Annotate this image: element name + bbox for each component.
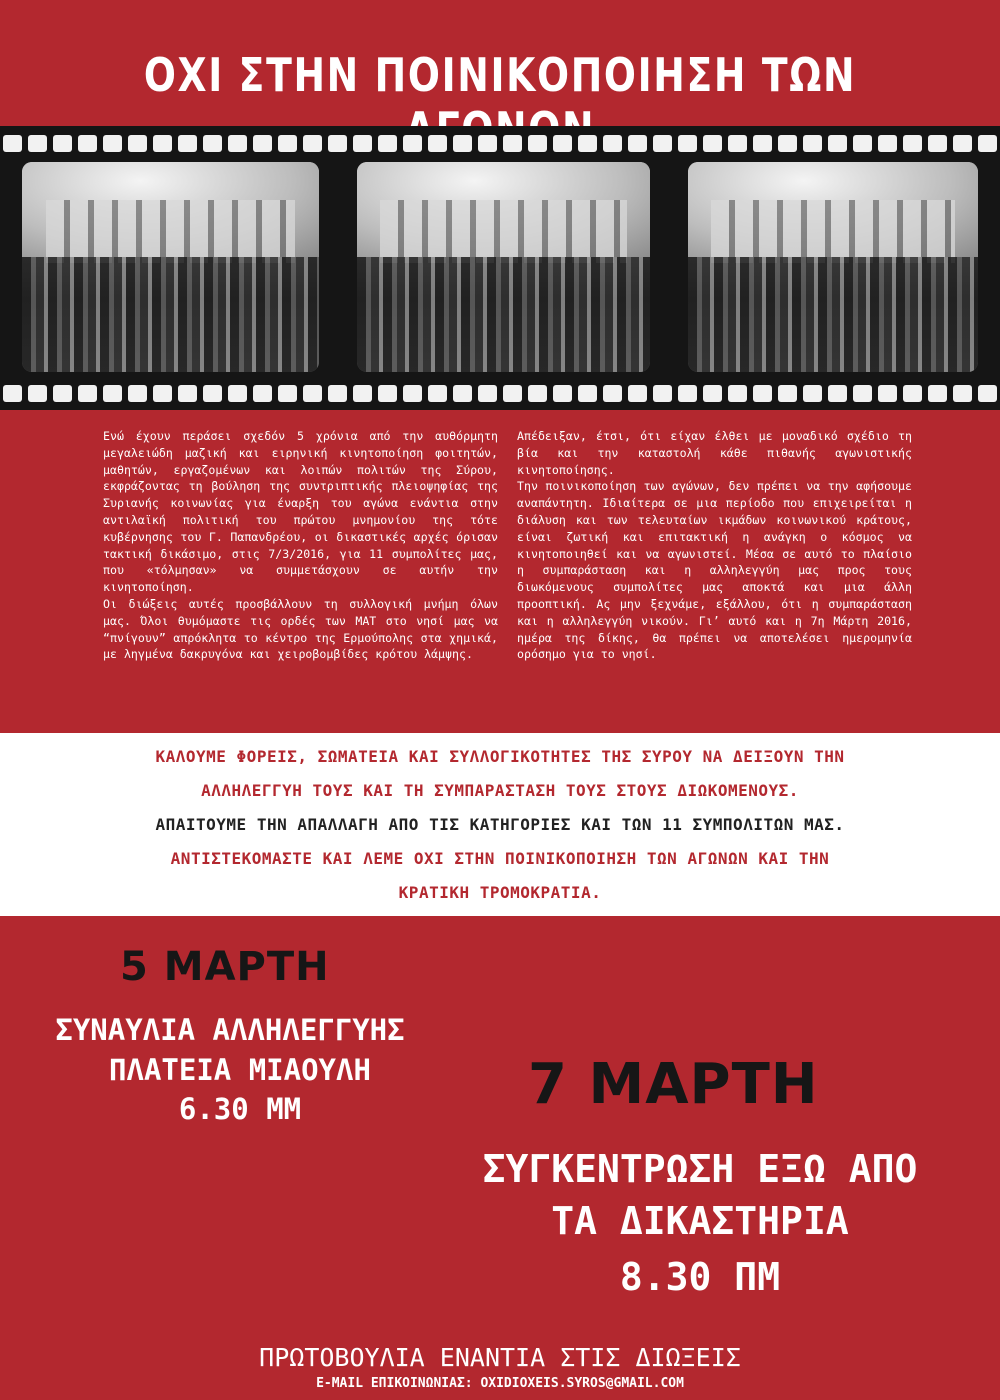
article-paragraph: Οι διώξεις αυτές προσβάλλουν τη συλλογική μνήμη όλων μας. Όλοι θυμόμαστε τις ορδές των ΜΑΤ στο νησί μας να “πνίγουν” απρόκλητα το κέντρο της Ερμούπολης στα χημικά, με ληγμένα δακρυγόνα και χειροβομβίδες κρότου λάμψης.	[103, 596, 498, 662]
sprocket-hole	[178, 135, 197, 152]
sprocket-hole	[603, 135, 622, 152]
sprocket-hole	[728, 385, 747, 402]
sprocket-hole	[928, 135, 947, 152]
filmstrip	[0, 126, 1000, 410]
sprocket-hole	[703, 385, 722, 402]
sprocket-hole	[303, 135, 322, 152]
sprocket-hole	[803, 135, 822, 152]
sprocket-hole	[828, 135, 847, 152]
article-paragraph: Απέδειξαν, έτσι, ότι είχαν έλθει με μοναδικό σχέδιο τη βία και την καταστολή κάθε πιθανής αγωνιστικής κινητοποίησης.	[517, 429, 912, 477]
sprocket-hole	[903, 135, 922, 152]
event1-title: ΣΥΝΑΥΛΙΑ ΑΛΛΗΛΕΓΓΥΗΣ	[55, 1013, 405, 1047]
sprocket-hole	[78, 385, 97, 402]
sprocket-hole	[303, 385, 322, 402]
article-column-right	[517, 428, 912, 663]
email-address[interactable]: OXIDIOXEIS.SYROS@GMAIL.COM	[480, 1376, 684, 1391]
event2-title: ΣΥΓΚΕΝΤΡΩΣΗ ΕΞΩ ΑΠΟ	[482, 1147, 918, 1191]
sprocket-hole	[778, 385, 797, 402]
filmstrip-sprockets-top	[0, 132, 1000, 154]
contact-line	[0, 1376, 1000, 1391]
article-column-left	[103, 428, 498, 663]
sprocket-hole	[578, 385, 597, 402]
callout-demand: ΑΠΑΙΤΟΥΜΕ ΤΗΝ ΑΠΑΛΛΑΓΗ ΑΠΟ ΤΙΣ ΚΑΤΗΓΟΡΙΕΣ ΚΑΙ ΤΩΝ 11 ΣΥΜΠΟΛΙΤΩΝ ΜΑΣ.	[155, 815, 845, 834]
sprocket-hole	[28, 385, 47, 402]
sprocket-hole	[753, 135, 772, 152]
sprocket-hole	[603, 385, 622, 402]
article-paragraph: Την ποινικοποίηση των αγώνων, δεν πρέπει να την αφήσουμε αναπάντητη. Ιδιαίτερα σε μια περίοδο που επιχειρείται η διάλυση και των τελευταίων ικμάδων κοινωνικού κράτους, είναι ζωτική και επιτακτική η ανάγκη ο κόσμος να κινητοποιηθεί και να αγωνιστεί. Μέσα σε αυτό το πλαίσιο η συμπαράσταση και η αλληλεγγύη μας προς τους διωκόμενους συμπολίτες μας αποκτά και μια άλλη προοπτική. Ας μην ξεχνάμε, εξάλλου, ότι η συμπαράσταση και η αλληλεγγύη νικούν. Γι’ αυτό και η 7η Μάρτη 2016, ημέρα της δίκης, θα πρέπει να αποτελέσει ημερομηνία ορόσημο για το νησί.	[517, 479, 912, 662]
sprocket-hole	[778, 135, 797, 152]
sprocket-hole	[428, 385, 447, 402]
sprocket-hole	[653, 135, 672, 152]
sprocket-hole	[378, 135, 397, 152]
sprocket-hole	[903, 385, 922, 402]
sprocket-hole	[228, 135, 247, 152]
riot-police-street-photo	[688, 162, 978, 372]
sprocket-hole	[53, 135, 72, 152]
sprocket-hole	[103, 385, 122, 402]
sprocket-hole	[578, 135, 597, 152]
sprocket-hole	[378, 385, 397, 402]
sprocket-hole	[878, 385, 897, 402]
organizer-name: ΠΡΩΤΟΒΟΥΛΙΑ ΕΝΑΝΤΙΑ ΣΤΙΣ ΔΙΩΞΕΙΣ	[259, 1343, 741, 1372]
sprocket-hole	[853, 385, 872, 402]
sprocket-hole	[353, 135, 372, 152]
sprocket-hole	[528, 385, 547, 402]
sprocket-hole	[678, 385, 697, 402]
sprocket-hole	[353, 385, 372, 402]
sprocket-hole	[978, 135, 997, 152]
sprocket-hole	[878, 135, 897, 152]
sprocket-hole	[278, 135, 297, 152]
sprocket-hole	[453, 135, 472, 152]
sprocket-hole	[828, 385, 847, 402]
sprocket-hole	[3, 135, 22, 152]
event2-location: ΤΑ ΔΙΚΑΣΤΗΡΙΑ	[551, 1199, 849, 1243]
sprocket-hole	[128, 135, 147, 152]
sprocket-hole	[703, 135, 722, 152]
article-paragraph: Ενώ έχουν περάσει σχεδόν 5 χρόνια από την αυθόρμητη μεγαλειώδη μαζική και ειρηνική κινητοποίηση φοιτητών, μαθητών, εργαζομένων και λοιπών πολιτών της Σύρου, εκφράζοντας τη βούληση της συντριπτικής πλειοψηφίας της Συριανής κοινωνίας για έναρξη του αγώνα ενάντια στην αντιλαϊκή πολιτική του πρώτου μνημονίου της τότε κυβέρνησης του Γ. Παπανδρέου, οι δικαστικές αρχές όρισαν τακτική δικάσιμο, στις 7/3/2016, για 11 συμπολίτες μας, που «τόλμησαν» να συμμετάσχουν σε αυτήν την κινητοποίηση.	[103, 429, 498, 595]
poster-title: ΟΧΙ ΣΤΗΝ ΠΟΙΝΙΚΟΠΟΙΗΣΗ ΤΩΝ	[143, 48, 857, 102]
sprocket-hole	[978, 385, 997, 402]
sprocket-hole	[328, 135, 347, 152]
sprocket-hole	[753, 385, 772, 402]
sprocket-hole	[728, 135, 747, 152]
sprocket-hole	[278, 385, 297, 402]
event1-time: 6.30 ΜΜ	[178, 1092, 302, 1126]
square-crowd-photo	[357, 162, 650, 372]
sprocket-hole	[553, 385, 572, 402]
sprocket-hole	[453, 385, 472, 402]
sprocket-hole	[628, 135, 647, 152]
riot-police-tear-gas-photo	[22, 162, 319, 372]
sprocket-hole	[503, 135, 522, 152]
sprocket-hole	[78, 135, 97, 152]
sprocket-hole	[28, 135, 47, 152]
sprocket-hole	[328, 385, 347, 402]
filmstrip-sprockets-bottom	[0, 382, 1000, 404]
sprocket-hole	[528, 135, 547, 152]
sprocket-hole	[628, 385, 647, 402]
sprocket-hole	[153, 385, 172, 402]
sprocket-hole	[403, 135, 422, 152]
callout-line: ΚΡΑΤΙΚΗ ΤΡΟΜΟΚΡΑΤΙΑ.	[398, 883, 602, 902]
callout-line: ΚΑΛΟΥΜΕ ΦΟΡΕΙΣ, ΣΩΜΑΤΕΙΑ ΚΑΙ ΣΥΛΛΟΓΙΚΟΤΗΤΕΣ ΤΗΣ ΣΥΡΟΥ ΝΑ ΔΕΙΞΟΥΝ ΤΗΝ	[155, 747, 845, 766]
sprocket-hole	[403, 385, 422, 402]
sprocket-hole	[478, 135, 497, 152]
sprocket-hole	[503, 385, 522, 402]
sprocket-hole	[53, 385, 72, 402]
sprocket-hole	[3, 385, 22, 402]
sprocket-hole	[178, 385, 197, 402]
event1-location: ΠΛΑΤΕΙΑ ΜΙΑΟΥΛΗ	[109, 1053, 371, 1087]
sprocket-hole	[228, 385, 247, 402]
sprocket-hole	[428, 135, 447, 152]
sprocket-hole	[678, 135, 697, 152]
sprocket-hole	[803, 385, 822, 402]
sprocket-hole	[103, 135, 122, 152]
email-label: E-MAIL ΕΠΙΚΟΙΝΩΝΙΑΣ:	[316, 1376, 473, 1391]
sprocket-hole	[953, 385, 972, 402]
sprocket-hole	[478, 385, 497, 402]
event2-time: 8.30 ΠΜ	[619, 1255, 781, 1299]
sprocket-hole	[853, 135, 872, 152]
event1-date: 5 ΜΑΡΤΗ	[120, 944, 330, 990]
sprocket-hole	[203, 135, 222, 152]
sprocket-hole	[653, 385, 672, 402]
callout-band	[0, 733, 1000, 916]
sprocket-hole	[553, 135, 572, 152]
sprocket-hole	[153, 135, 172, 152]
sprocket-hole	[253, 385, 272, 402]
callout-line: ΑΝΤΙΣΤΕΚΟΜΑΣΤΕ ΚΑΙ ΛΕΜΕ ΟΧΙ ΣΤΗΝ ΠΟΙΝΙΚΟΠΟΙΗΣΗ ΤΩΝ ΑΓΩΝΩΝ ΚΑΙ ΤΗΝ	[170, 849, 830, 868]
callout-line: ΑΛΛΗΛΕΓΓΥΗ ΤΟΥΣ ΚΑΙ ΤΗ ΣΥΜΠΑΡΑΣΤΑΣΗ ΤΟΥΣ ΣΤΟΥΣ ΔΙΩΚΟΜΕΝΟΥΣ.	[201, 781, 799, 800]
sprocket-hole	[928, 385, 947, 402]
event2-date: 7 ΜΑΡΤΗ	[528, 1052, 819, 1117]
sprocket-hole	[128, 385, 147, 402]
sprocket-hole	[953, 135, 972, 152]
sprocket-hole	[203, 385, 222, 402]
sprocket-hole	[253, 135, 272, 152]
